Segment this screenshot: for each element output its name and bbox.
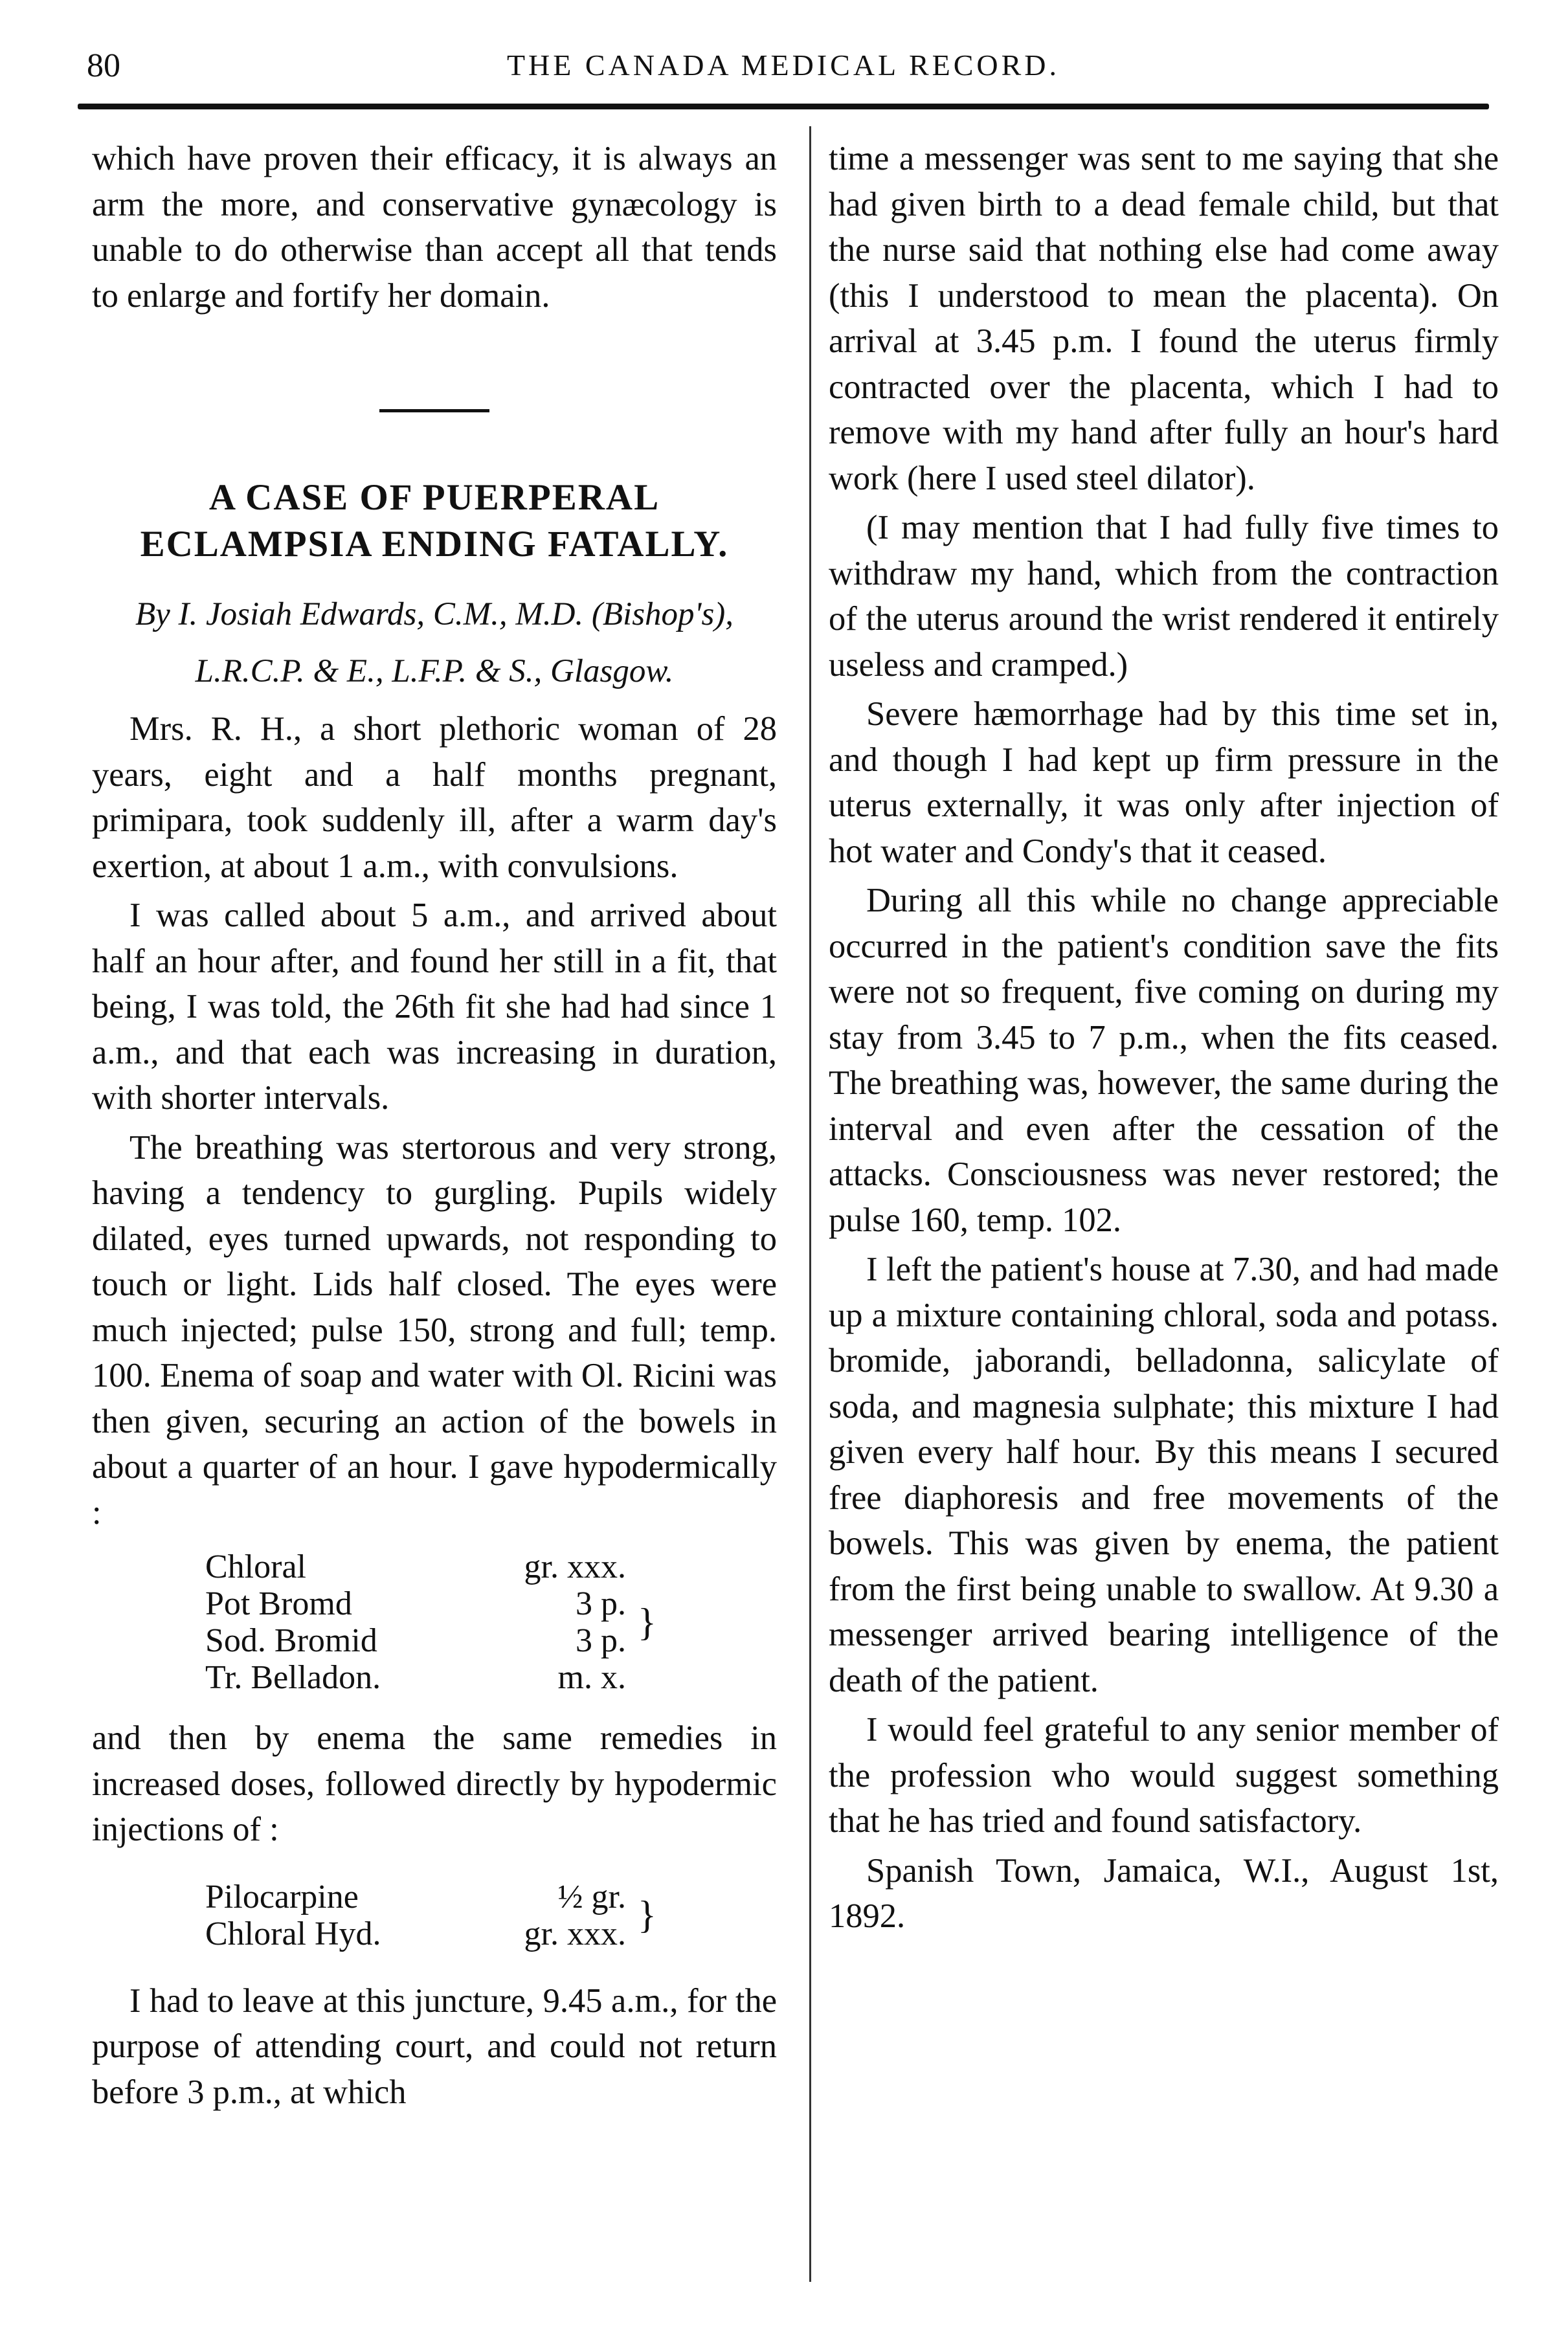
drug-dose: gr. xxx. <box>524 1915 626 1952</box>
article-title: A CASE OF PUERPERAL ECLAMPSIA ENDING FATALLY. <box>140 477 729 564</box>
drug-dose: 3 p. <box>576 1622 626 1659</box>
header-rule <box>78 104 1489 109</box>
left-column <box>92 136 777 2119</box>
paragraph: I had to leave at this juncture, 9.45 a.m., for the purpose of attending court, and could not return before 3 p.m., at which <box>92 1981 777 2111</box>
prescription-line <box>205 1659 656 1696</box>
drug-name: Pot Bromd <box>205 1585 352 1622</box>
drug-dose: ½ gr. <box>557 1878 626 1915</box>
running-title: THE CANADA MEDICAL RECORD. <box>506 49 1060 82</box>
page-header <box>78 39 1489 97</box>
paragraph: During all this while no change appreciable occurred in the patient's condition save the fits were not so frequent, five coming on during my stay from 3.45 to 7 p.m., when the fits ceased. The breathing was, however, the same during the interval and even after the cessation of the attacks. Consciousness was never restored; the pulse 160, temp. 102. <box>829 882 1499 1239</box>
paragraph: I was called about 5 a.m., and arrived about half an hour after, and found her still in a fit, that being, I was told, the 26th fit she had had since 1 a.m., and that each was increasing in duration, with shorter intervals. <box>92 897 777 1117</box>
paragraph: The breathing was stertorous and very strong, having a tendency to gurgling. Pupils widely dilated, eyes turned upwards, not responding to touch or light. Lids half closed. The eyes were much injected; pulse 150, strong and full; temp. 100. Enema of soap and water with Ol. Ricini was then given, securing an action of the bowels in about a quarter of an hour. I gave hypodermically : <box>92 1128 777 1532</box>
prescription-line <box>205 1622 656 1659</box>
paragraph: I left the patient's house at 7.30, and had made up a mixture containing chloral, soda and potass. bromide, jaborandi, belladonna, salicylate of soda, and magnesia sulphate; this mixture I had given every half hour. By this means I secured free diaphoresis and free movements of the bowels. This was given by enema, the patient from the first being unable to swallow. At 9.30 a messenger arrived bearing intelligence of the death of the patient. <box>829 1251 1499 1699</box>
prescription-hypodermic <box>205 1548 777 1696</box>
drug-dose: gr. xxx. <box>524 1548 626 1585</box>
paragraph: Severe hæmorrhage had by this time set in, and though I had kept up firm pressure in the uterus externally, it was only after injection of hot water and Condy's that it ceased. <box>829 695 1499 870</box>
drug-name: Chloral <box>205 1548 306 1585</box>
paragraph: (I may mention that I had fully five times to withdraw my hand, which from the contraction of the uterus around the wrist rendered it entirely useless and cramped.) <box>829 509 1499 684</box>
author-byline-1: By I. Josiah Edwards, C.M., M.D. (Bishop's), <box>135 596 734 632</box>
paragraph: and then by enema the same remedies in increased doses, followed directly by hypodermic injections of : <box>92 1719 777 1848</box>
prescription-line <box>205 1915 656 1952</box>
drug-name: Pilocarpine <box>205 1878 359 1915</box>
section-separator <box>379 409 489 412</box>
paragraph: time a messenger was sent to me saying that she had given birth to a dead female child, but that the nurse said that nothing else had come away (this I understood to mean the placenta). On arrival at 3.45 p.m. I found the uterus firmly contracted over the placenta, which I had to remove with my hand after fully an hour's hard work (here I used steel dilator). <box>829 140 1499 497</box>
paragraph: I would feel grateful to any senior member of the profession who would suggest something that he has tried and found satisfactory. <box>829 1711 1499 1840</box>
column-divider <box>809 126 811 2282</box>
prescription-line <box>205 1879 656 1915</box>
page-number: 80 <box>87 47 120 84</box>
previous-article-ending: which have proven their efficacy, it is always an arm the more, and conservative gynæcology is unable to do otherwise than accept all that tends to enlarge and fortify her domain. <box>92 140 777 315</box>
author-byline-2: L.R.C.P. & E., L.F.P. & S., Glasgow. <box>195 653 674 689</box>
drug-dose: m. x. <box>557 1659 626 1696</box>
paragraph: Mrs. R. H., a short plethoric woman of 28 years, eight and a half months pregnant, primipara, took suddenly ill, after a warm day's exertion, at about 1 a.m., with convulsions. <box>92 710 777 885</box>
brace-icon: } <box>638 1600 656 1644</box>
drug-name: Chloral Hyd. <box>205 1915 381 1952</box>
signoff-place-date: Spanish Town, Jamaica, W.I., August 1st, 1892. <box>829 1851 1499 1935</box>
prescription-injection <box>205 1879 777 1952</box>
prescription-line <box>205 1585 656 1622</box>
drug-name: Tr. Belladon. <box>205 1659 381 1696</box>
right-column <box>829 136 1499 1943</box>
drug-name: Sod. Bromid <box>205 1622 377 1659</box>
prescription-line <box>205 1548 656 1585</box>
drug-dose: 3 p. <box>576 1585 626 1622</box>
brace-icon: } <box>638 1893 656 1936</box>
